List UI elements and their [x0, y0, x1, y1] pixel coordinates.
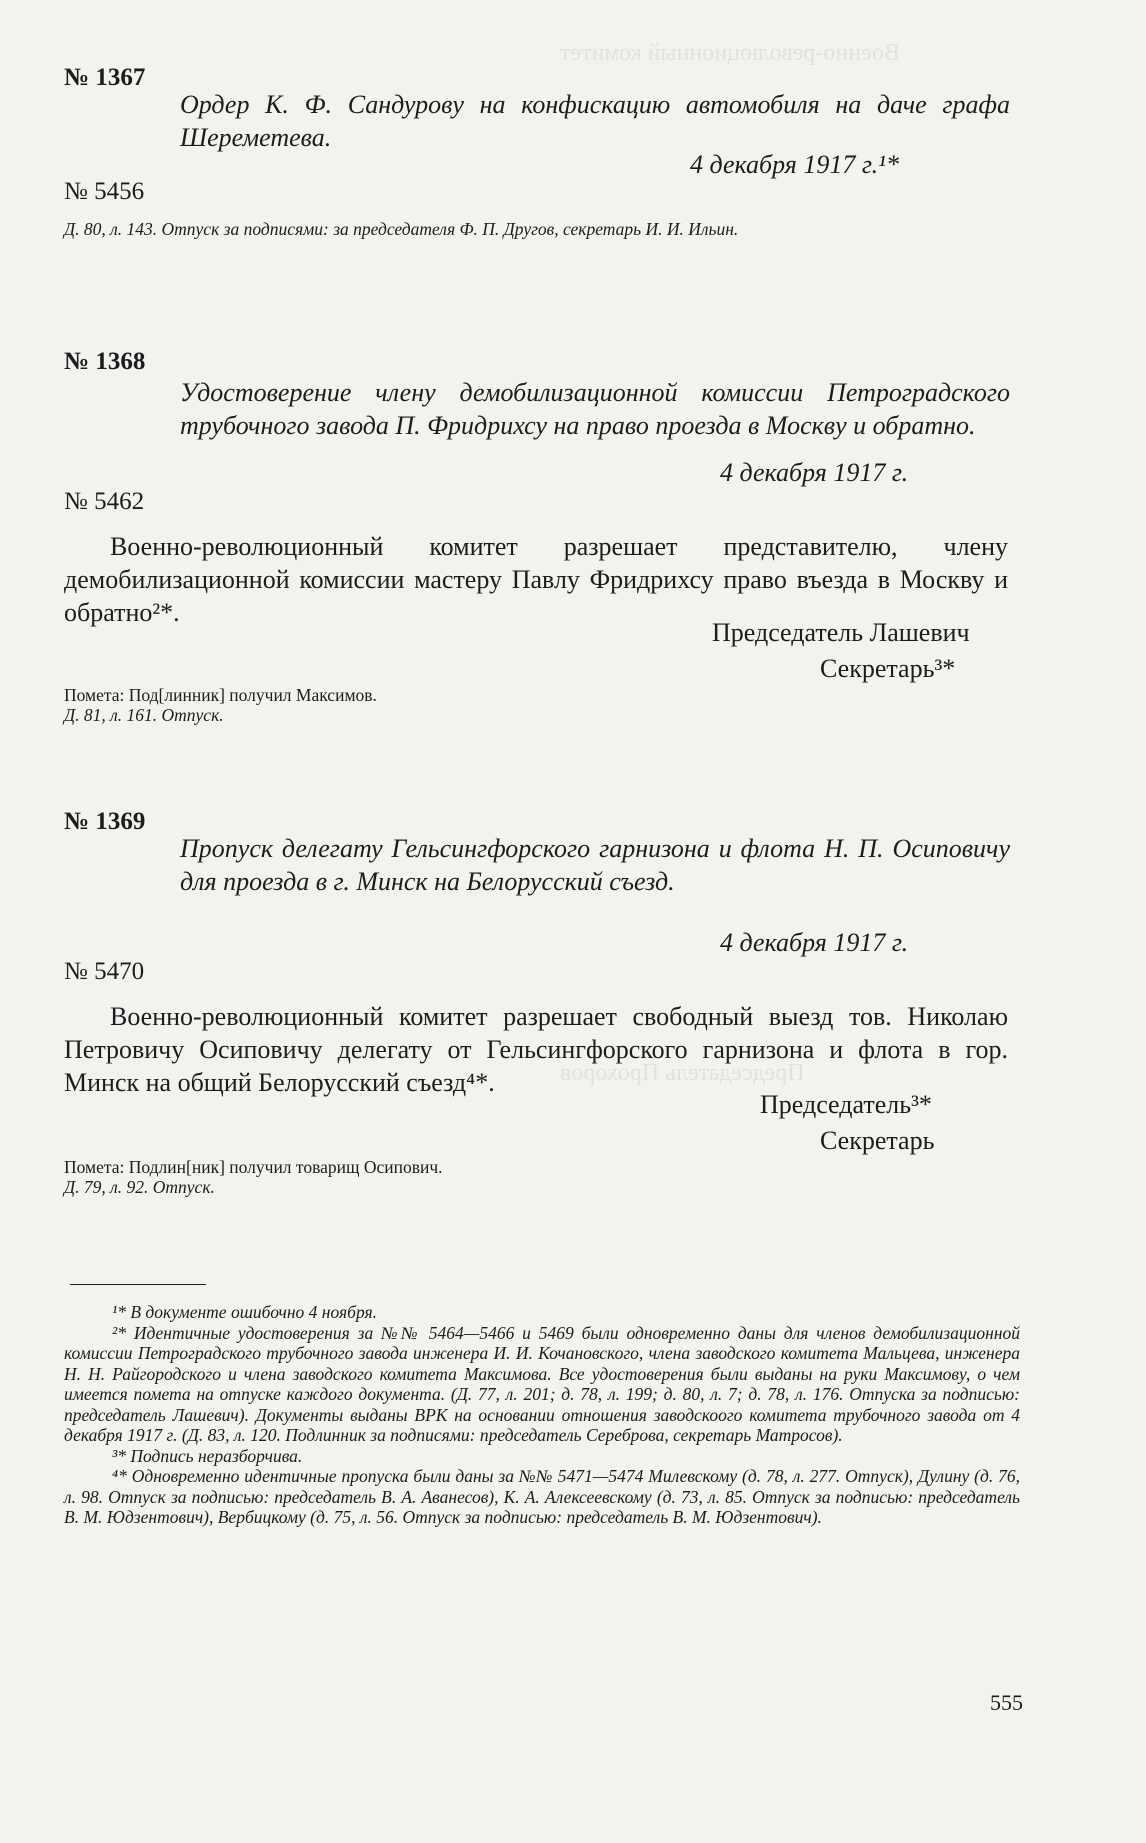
doc-title: Ордер К. Ф. Сандурову на конфискацию автомобиля на даче графа Шереметева. — [180, 90, 1010, 152]
doc-date: 4 декабря 1917 г.¹* — [690, 150, 899, 179]
signature-secretary: Секретарь³* — [820, 654, 956, 683]
footnote: ²* Идентичные удостоверения за №№ 5464—5466 и 5469 были одновременно даны для членов демобилизационной комиссии Петроградского трубочного завода инженера И. И. Кочановского, члена заводского комитета Мальцева, инженера Н. Н. Райгородского и члена заводского комитета Максимова. Все удостоверения были выданы на руки Максимову, о чем имеется помета на отпуске каждого документа. (Д. 77, л. 201; д. 78, л. 199; д. 80, л. 7; д. 78, л. 176. Отпуска за подписью: председатель Лашевич). Документы выданы ВРК на основании отношения заводскоого комитета трубочного завода от 4 декабря 1917 г. (Д. 83, л. 120. Подлинник за подписями: председатель Сереброва, секретарь Матросов). — [64, 1322, 1020, 1445]
doc-number: № 1367 — [64, 64, 146, 91]
doc-number: № 1368 — [64, 348, 146, 375]
signature-chair: Председатель³* — [760, 1090, 932, 1119]
signature-secretary: Секретарь — [820, 1126, 935, 1155]
archive-source: Д. 81, л. 161. Отпуск. — [64, 705, 224, 725]
doc-text: Военно-революционный комитет разрешает представителю, члену демобилизационной комиссии мастеру Павлу Фридрихсу право въезда в Москву и обратно²*. — [64, 532, 1008, 627]
registry-number: № 5470 — [64, 958, 145, 985]
page-number: 555 — [990, 1690, 1023, 1715]
doc-title: Удостоверение члену демобилизационной комиссии Петроградского трубочного завода П. Фридрихсу на право проезда в Москву и обратно. — [180, 378, 1010, 440]
doc-text: Военно-революционный комитет разрешает свободный выезд тов. Николаю Петровичу Осиповичу делегату от Гельсингфорского гарнизона и флота в гор. Минск на общий Белорусский съезд⁴*. — [64, 1002, 1008, 1097]
footnote: ¹* В документе ошибочно 4 ноября. — [112, 1302, 377, 1322]
doc-date: 4 декабря 1917 г. — [720, 458, 909, 487]
footnote: ³* Подпись неразборчива. — [112, 1445, 303, 1466]
note-text: Помета: Подлин[ник] получил товарищ Осипович. — [64, 1157, 443, 1177]
note-text: Помета: Под[линник] получил Максимов. — [64, 685, 377, 705]
footnote-divider — [70, 1284, 206, 1285]
doc-date: 4 декабря 1917 г. — [720, 928, 909, 957]
doc-title: Пропуск делегату Гельсингфорского гарнизона и флота Н. П. Осиповичу для проезда в г. Минск на Белорусский съезд. — [180, 834, 1010, 896]
archive-source: Д. 79, л. 92. Отпуск. — [64, 1177, 215, 1197]
signature-chair: Председатель Лашевич — [712, 618, 970, 647]
show-through-text: Председатель Прохоров — [560, 1060, 805, 1086]
doc-number: № 1369 — [64, 808, 146, 835]
note — [64, 1156, 443, 1178]
archive-source: Д. 80, л. 143. Отпуск за подписями: за председателя Ф. П. Другов, секретарь И. И. Ильин. — [64, 219, 739, 239]
show-through-text: Военно-революционный комитет — [560, 40, 901, 66]
note — [64, 684, 377, 706]
footnote: ⁴* Одновременно идентичные пропуска были даны за №№ 5471—5474 Милевскому (д. 78, л. 277. Отпуск), Дулину (д. 76, л. 98. Отпуск за подписью: председатель В. А. Аванесов), К. А. Алексеевскому (д. 73, л. 85. Отпуск за подписью: председатель В. М. Юдзентович), Вербицкому (д. 75, л. 56. Отпуск за подписью: председатель В. М. Юдзентович). — [64, 1466, 1020, 1527]
registry-number: № 5456 — [64, 178, 145, 205]
registry-number: № 5462 — [64, 488, 145, 515]
footnotes — [64, 1302, 1020, 1528]
